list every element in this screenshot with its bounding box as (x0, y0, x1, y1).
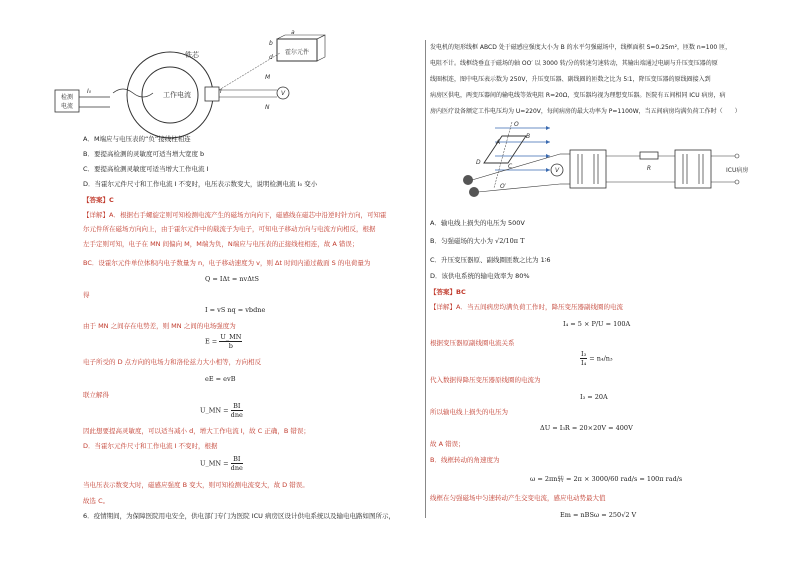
right-eq2-rhs: = n₄/n₃ (589, 354, 613, 363)
right-option-b-text: B．匀强磁场的大小为 (430, 237, 493, 245)
icu-label: ICU病房 (726, 167, 749, 174)
right-detail-6: B．线框转动的角速度为 (430, 456, 500, 464)
yoke-label: 铁芯 (185, 51, 199, 59)
eq5-lhs: U_MN = (200, 406, 229, 415)
b-vertex-label: B (526, 133, 531, 140)
detector-label-1: 检测 (60, 94, 74, 101)
right-option-b-value: √2/10π T (495, 237, 525, 245)
right-equation-3: I₃ = 20A (580, 393, 608, 401)
eq5-denominator: dne (230, 411, 243, 419)
detail-line-10: 当电压表示数变大时，磁感应强度 B 变大，则可知检测电流变大，故 D 错误。 (83, 481, 309, 489)
detector-label-2: 电流 (60, 103, 74, 110)
right-detail-7: 线框在匀强磁场中匀速转动产生交变电流，感应电动势最大值 (430, 494, 606, 502)
right-equation-5: ω = 2πn转 = 2π × 3000/60 rad/s = 100π rad/s (530, 475, 683, 483)
right-detail-5: 故 A 错误； (430, 440, 465, 448)
problem-line-3: 线圈相连，图中电压表示数为 250V，升压变压器、副线圈的匝数之比为 5∶1，降压变压器的原线圈接入到 (430, 76, 711, 83)
a-label: a (291, 29, 295, 36)
right-detail-3: 代入数据得降压变压器原线圈的电流为 (430, 376, 541, 384)
right-detail-1: 【详解】A．当五间病房均满负荷工作时，降压变压器副线圈的电流 (430, 303, 623, 311)
right-equation-4: ΔU = I₃R = 20×20V = 400V (540, 424, 633, 432)
equation-1: Q = IΔt = nvΔtS (205, 275, 259, 283)
detail-line-1: 【详解】A．根据右手螺旋定则可知检测电流产生的磁场方向向下，磁感线在磁芯中沿逆时针方向，可知霍 (83, 211, 387, 219)
equation-4: eE = evB (205, 375, 236, 383)
o-bottom-label: O′ (500, 183, 507, 190)
eq3-numerator: U_MN (220, 333, 242, 341)
right-option-c: C．升压变压器原、副线圈匝数之比为 1∶6 (430, 256, 551, 264)
voltmeter-label: V (280, 90, 286, 97)
b-label: b (269, 40, 273, 47)
d-vertex-label: D (476, 159, 481, 166)
equation-3 (205, 333, 242, 350)
eq3-denominator: b (228, 342, 233, 350)
text-de: 得 (83, 291, 90, 299)
right-equation-6: Em = nBSω = 250√2 V (560, 511, 637, 519)
problem-line-1: 发电机的矩形线框 ABCD 处于磁感应强度大小为 B 的水平匀强磁场中，线框面积 S=0.25m²，匝数 n=100 匝， (430, 44, 732, 51)
option-c: C．要提高检测灵敏度可适当增大工作电流 I (83, 165, 209, 173)
transmission-figure (450, 118, 760, 204)
right-eq2-fraction (580, 350, 587, 367)
right-equation-1: I₄ = 5 × P/U = 100A (563, 320, 631, 328)
right-column (430, 0, 794, 562)
eq5-numerator: BI (231, 402, 243, 411)
d-label: d (269, 54, 273, 61)
eq5-fraction (231, 402, 243, 419)
right-option-d: D．该供电系统的输电效率为 80% (430, 272, 530, 280)
resistor-r-label: R (646, 165, 652, 172)
detail-line-5: 由于 MN 之间存在电势差，则 MN 之间的电场强度为 (83, 322, 236, 330)
detail-line-6: 电子所受的 D 点方向的电场力和洛伦兹力大小相等，方向相反 (83, 358, 262, 366)
column-divider (425, 40, 426, 518)
detail-line-7: 联立解得 (83, 391, 109, 399)
current-label: 工作电流 (163, 91, 191, 99)
problem-line-4: 病房区供电，两变压器间的输电线等效电阻 R=20Ω，变压器均视为理想变压器。医院有五间相同 ICU 病房，病 (430, 92, 726, 99)
right-detail-2: 根据变压器原副线圈电流关系 (430, 339, 515, 347)
question-6: 6．疫情期间，为保障医院用电安全，供电部门专门为医院 ICU 病房区设计供电系统以及输电电路如图所示， (83, 512, 395, 520)
i0-label: I₀ (87, 88, 92, 95)
detail-line-8: 因此想要提高灵敏度，可以适当减小 d，增大工作电流 I，故 C 正确，B 错误； (83, 427, 310, 435)
detail-line-4: BC．设霍尔元件单位体积内电子数量为 n，电子移动速度为 v，则 Δt 时间内通过截面 S 的电荷量为 (83, 259, 371, 267)
i-label: I (220, 88, 222, 95)
option-d: D．当霍尔元件尺寸和工作电流 I 不变时，电压表示数变大，说明检测电流 I₀ 变小 (83, 180, 318, 188)
problem-line-2: 电阻不计。线框绕垂直于磁场的轴 OO′ 以 3000 转/分的转速匀速转动，其输出端通过电刷与升压变压器的原 (430, 60, 718, 67)
right-detail-4: 所以输电线上损失的电压为 (430, 408, 508, 416)
option-b: B．要提高检测的灵敏度可适当增大宽度 b (83, 150, 205, 158)
right-equation-2 (580, 350, 613, 367)
right-option-b (430, 237, 524, 245)
choose-line: 故选 C。 (83, 497, 110, 505)
voltmeter-v-label: V (554, 167, 560, 174)
c-vertex-label: C (508, 163, 513, 170)
right-eq2-denominator: I₄ (581, 359, 587, 367)
right-answer: 【答案】BC (430, 288, 466, 296)
m-label: M (265, 74, 271, 81)
equation-2: I = vS nq = vbdne (205, 306, 266, 314)
right-option-a: A．输电线上损失的电压为 500V (430, 219, 525, 227)
answer: 【答案】C (83, 196, 114, 204)
o-top-label: O (514, 121, 519, 128)
hall-sensor-figure (55, 29, 325, 127)
option-a: A．M端应与电压表的“负”接线柱相连 (83, 135, 191, 143)
hall-element-label: 霍尔元件 (284, 49, 310, 56)
detail-line-2: 尔元件所在磁场方向向上，由于霍尔元件中的载流子为电子，可知电子移动方向与电流方向相反，根据 (83, 225, 376, 233)
n-label: N (265, 104, 270, 111)
eq6-lhs: U_MN = (200, 459, 229, 468)
a-vertex-label: A (496, 139, 501, 146)
equation-6 (200, 455, 243, 472)
equation-5 (200, 402, 243, 419)
eq6-denominator: dne (230, 464, 243, 472)
eq3-lhs: E = (205, 337, 218, 346)
right-eq2-numerator: I₃ (581, 350, 587, 358)
eq6-numerator: BI (231, 455, 243, 464)
detail-line-3: 左手定则可知，电子在 MN 间偏向 M，M端为负，N端应与电压表的正接线柱相连，故 A 错误； (83, 240, 359, 248)
eq6-fraction (231, 455, 243, 472)
eq3-fraction (219, 333, 242, 350)
problem-line-5: 房内医疗设备额定工作电压均为 U=220V，每间病房的最大功率为 P=1100W，当五间病房均满负荷工作时（ ） (430, 108, 741, 115)
detail-line-9: D．当霍尔元件尺寸和工作电流 I 不变时，根据 (83, 442, 218, 450)
